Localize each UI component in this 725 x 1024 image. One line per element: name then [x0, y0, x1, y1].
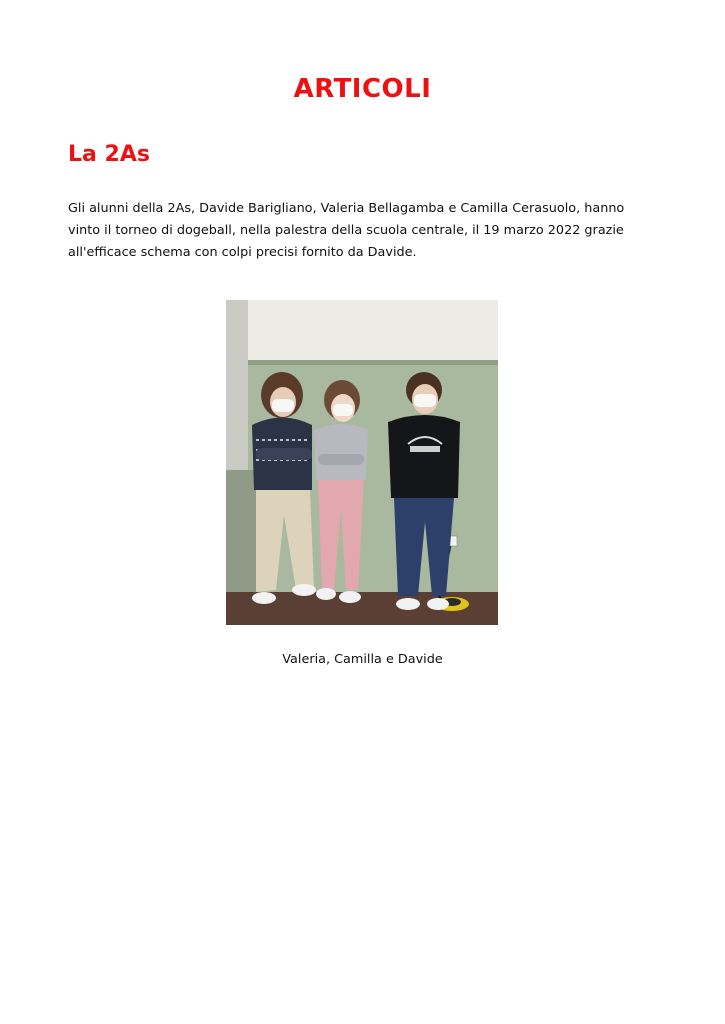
article-heading: La 2As — [68, 142, 150, 167]
page-title: ARTICOLI — [293, 74, 432, 104]
photo-caption: Valeria, Camilla e Davide — [282, 652, 443, 667]
article-photo — [226, 300, 498, 625]
article-body: Gli alunni della 2As, Davide Barigliano, Valeria Bellagamba e Camilla Cerasuolo, hanno vinto il torneo di dogeball, nella palestra della scuola centrale, il 19 marzo 2022 grazie all'efficace schema con colpi precisi fornito da Davide. — [68, 201, 625, 260]
photo-wall-upper — [226, 300, 498, 364]
